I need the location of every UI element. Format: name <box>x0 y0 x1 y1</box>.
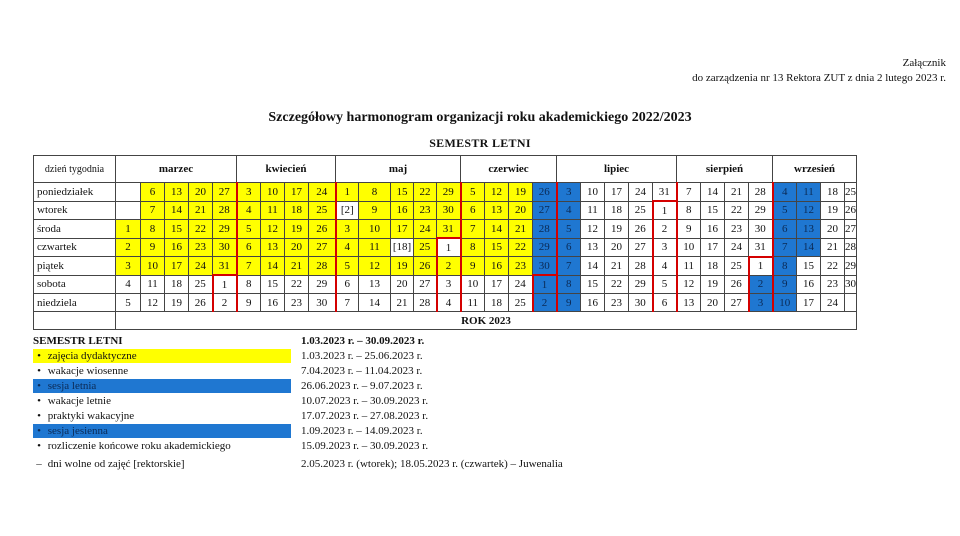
month-header-row <box>34 156 857 183</box>
day-cell: 2 <box>749 275 773 294</box>
day-cell: 7 <box>141 201 165 220</box>
legend-item-label: wakacje wiosenne <box>45 365 129 377</box>
weekday-label: środa <box>34 220 116 239</box>
legend-bullet: – <box>36 458 42 470</box>
weekday-label: wtorek <box>34 201 116 220</box>
month-header-6: wrzesień <box>773 156 857 183</box>
annex-label: Załącznik <box>902 57 946 69</box>
day-cell: 14 <box>797 238 821 257</box>
day-cell: 31 <box>213 257 237 276</box>
legend-heading-date: 1.03.2023 r. – 30.09.2023 r. <box>301 335 425 347</box>
day-cell: 11 <box>141 275 165 294</box>
day-cell: 19 <box>605 220 629 239</box>
day-cell: 9 <box>359 201 391 220</box>
day-cell: 26 <box>189 294 213 312</box>
day-cell: 8 <box>237 275 261 294</box>
month-header-3: czerwiec <box>461 156 557 183</box>
day-cell: 27 <box>533 201 557 220</box>
day-cell: 4 <box>557 201 581 220</box>
month-header-2: maj <box>336 156 461 183</box>
month-header-5: sierpień <box>677 156 773 183</box>
day-cell: 17 <box>605 183 629 202</box>
day-cell: 11 <box>797 183 821 202</box>
day-cell: 18 <box>701 257 725 276</box>
day-cell: 10 <box>461 275 485 294</box>
day-cell: 17 <box>701 238 725 257</box>
day-cell: 13 <box>797 220 821 239</box>
day-cell: 2 <box>116 238 141 257</box>
day-cell: 10 <box>261 183 285 202</box>
day-cell: 20 <box>391 275 414 294</box>
day-cell: 12 <box>141 294 165 312</box>
day-cell: 7 <box>677 183 701 202</box>
day-cell: 30 <box>309 294 336 312</box>
month-header-4: lipiec <box>557 156 677 183</box>
day-cell: 21 <box>725 183 749 202</box>
legend-item-date: 15.09.2023 r. – 30.09.2023 r. <box>301 440 429 452</box>
year-row <box>34 312 857 330</box>
weekday-row <box>34 294 857 312</box>
legend-item <box>33 364 291 378</box>
day-cell: 19 <box>821 201 845 220</box>
legend-bullet: • <box>37 410 41 422</box>
day-cell: 14 <box>485 220 509 239</box>
weekday-row <box>34 238 857 257</box>
legend-item-date: 1.09.2023 r. – 14.09.2023 r. <box>301 425 423 437</box>
day-cell: 4 <box>653 257 677 276</box>
day-cell: 16 <box>485 257 509 276</box>
day-cell: 21 <box>821 238 845 257</box>
day-cell: 31 <box>653 183 677 202</box>
legend-bullet: • <box>37 440 41 452</box>
day-cell: 20 <box>285 238 309 257</box>
weekday-row <box>34 275 857 294</box>
day-cell: 6 <box>237 238 261 257</box>
day-cell: 19 <box>285 220 309 239</box>
day-cell: 2 <box>533 294 557 312</box>
legend-item-date: 2.05.2023 r. (wtorek); 18.05.2023 r. (czwartek) – Juwenalia <box>301 458 563 470</box>
day-cell: 25 <box>725 257 749 276</box>
day-cell: 20 <box>701 294 725 312</box>
day-cell: 19 <box>165 294 189 312</box>
legend-item-label: sesja letnia <box>45 380 97 392</box>
day-cell: 25 <box>509 294 533 312</box>
day-cell: 21 <box>605 257 629 276</box>
day-cell: 13 <box>581 238 605 257</box>
day-cell: 20 <box>605 238 629 257</box>
day-cell: 8 <box>557 275 581 294</box>
day-cell: [2] <box>336 201 359 220</box>
day-cell: 21 <box>189 201 213 220</box>
legend-item <box>33 349 291 363</box>
weekday-label: czwartek <box>34 238 116 257</box>
day-cell: 20 <box>189 183 213 202</box>
weekday-label: piątek <box>34 257 116 276</box>
legend-item <box>33 424 291 438</box>
year-row-spacer <box>34 312 116 330</box>
day-cell: 8 <box>773 257 797 276</box>
day-cell: 17 <box>285 183 309 202</box>
day-cell: 27 <box>629 238 653 257</box>
day-cell: 6 <box>141 183 165 202</box>
day-cell: 11 <box>359 238 391 257</box>
day-cell: 25 <box>629 201 653 220</box>
legend-item-date: 10.07.2023 r. – 30.09.2023 r. <box>301 395 429 407</box>
day-cell: 7 <box>773 238 797 257</box>
legend-item-label: zajęcia dydaktyczne <box>45 350 137 362</box>
day-cell: 9 <box>677 220 701 239</box>
day-cell: 12 <box>797 201 821 220</box>
day-cell <box>845 294 857 312</box>
day-cell: 3 <box>653 238 677 257</box>
day-cell: 30 <box>437 201 461 220</box>
day-cell: 23 <box>189 238 213 257</box>
day-cell: 16 <box>165 238 189 257</box>
day-cell: 26 <box>533 183 557 202</box>
day-cell: 24 <box>309 183 336 202</box>
day-cell: 9 <box>461 257 485 276</box>
legend-item <box>33 379 291 393</box>
day-cell: 29 <box>749 201 773 220</box>
day-cell: 9 <box>557 294 581 312</box>
day-cell: 26 <box>629 220 653 239</box>
day-cell: 1 <box>653 201 677 220</box>
legend-heading: SEMESTR LETNI <box>33 335 123 347</box>
day-cell: 28 <box>629 257 653 276</box>
day-cell: 22 <box>821 257 845 276</box>
day-cell: 21 <box>509 220 533 239</box>
day-cell: 27 <box>845 220 857 239</box>
day-cell: 3 <box>557 183 581 202</box>
day-cell: 25 <box>845 183 857 202</box>
day-cell: 7 <box>336 294 359 312</box>
day-cell: 6 <box>773 220 797 239</box>
day-cell: 29 <box>629 275 653 294</box>
day-cell: 1 <box>116 220 141 239</box>
day-cell: 10 <box>141 257 165 276</box>
day-cell: 23 <box>414 201 437 220</box>
day-cell: 25 <box>309 201 336 220</box>
day-cell: 6 <box>557 238 581 257</box>
day-cell: 19 <box>391 257 414 276</box>
day-cell: 26 <box>725 275 749 294</box>
day-cell: 16 <box>701 220 725 239</box>
day-cell: 16 <box>581 294 605 312</box>
day-cell: 28 <box>309 257 336 276</box>
weekday-label: poniedziałek <box>34 183 116 202</box>
day-cell: 3 <box>116 257 141 276</box>
day-cell: 14 <box>581 257 605 276</box>
day-cell: 24 <box>414 220 437 239</box>
day-cell: 9 <box>141 238 165 257</box>
day-cell: 12 <box>581 220 605 239</box>
day-cell: 22 <box>285 275 309 294</box>
day-cell: 29 <box>533 238 557 257</box>
day-cell: 13 <box>359 275 391 294</box>
day-cell: 14 <box>261 257 285 276</box>
day-cell: 17 <box>391 220 414 239</box>
day-cell: 23 <box>821 275 845 294</box>
weekday-label: sobota <box>34 275 116 294</box>
day-cell: 26 <box>414 257 437 276</box>
day-cell: 5 <box>773 201 797 220</box>
day-cell <box>116 201 141 220</box>
day-cell: 27 <box>309 238 336 257</box>
weekday-row <box>34 220 857 239</box>
weekday-row <box>34 257 857 276</box>
legend-bullet: • <box>37 425 41 437</box>
weekday-corner-header <box>34 156 116 183</box>
day-cell: 1 <box>749 257 773 276</box>
day-cell: 18 <box>285 201 309 220</box>
day-cell: 5 <box>237 220 261 239</box>
day-cell: 13 <box>485 201 509 220</box>
day-cell: 19 <box>509 183 533 202</box>
day-cell: 28 <box>845 238 857 257</box>
day-cell: 22 <box>189 220 213 239</box>
day-cell: 24 <box>725 238 749 257</box>
day-cell: 1 <box>437 238 461 257</box>
day-cell: 15 <box>391 183 414 202</box>
day-cell: 6 <box>461 201 485 220</box>
day-cell: 1 <box>213 275 237 294</box>
day-cell: 28 <box>749 183 773 202</box>
legend-item <box>33 439 291 453</box>
day-cell: 13 <box>677 294 701 312</box>
legend-item <box>33 394 291 408</box>
day-cell: 25 <box>414 238 437 257</box>
day-cell: 30 <box>629 294 653 312</box>
day-cell: 17 <box>165 257 189 276</box>
legend-bullet: • <box>37 365 41 377</box>
day-cell: 9 <box>773 275 797 294</box>
day-cell: 5 <box>116 294 141 312</box>
legend-item-label: wakacje letnie <box>45 395 111 407</box>
day-cell: 14 <box>165 201 189 220</box>
weekday-label: niedziela <box>34 294 116 312</box>
day-cell: 20 <box>509 201 533 220</box>
legend-item-label: praktyki wakacyjne <box>45 410 135 422</box>
day-cell: 22 <box>725 201 749 220</box>
day-cell: 3 <box>237 183 261 202</box>
legend-item-date: 7.04.2023 r. – 11.04.2023 r. <box>301 365 423 377</box>
day-cell: 1 <box>336 183 359 202</box>
day-cell: 7 <box>557 257 581 276</box>
day-cell: 28 <box>533 220 557 239</box>
day-cell: 14 <box>701 183 725 202</box>
day-cell: 16 <box>391 201 414 220</box>
legend-item-date: 17.07.2023 r. – 27.08.2023 r. <box>301 410 429 422</box>
day-cell: 5 <box>653 275 677 294</box>
day-cell: 8 <box>677 201 701 220</box>
day-cell: 13 <box>261 238 285 257</box>
day-cell: 29 <box>309 275 336 294</box>
day-cell: 17 <box>485 275 509 294</box>
day-cell: 3 <box>336 220 359 239</box>
day-cell: 15 <box>701 201 725 220</box>
day-cell: 21 <box>391 294 414 312</box>
weekday-row <box>34 183 857 202</box>
day-cell: 31 <box>749 238 773 257</box>
day-cell: 18 <box>821 183 845 202</box>
day-cell: 24 <box>509 275 533 294</box>
legend-item <box>33 457 291 471</box>
day-cell: 28 <box>213 201 237 220</box>
day-cell: 18 <box>165 275 189 294</box>
day-cell: 23 <box>509 257 533 276</box>
day-cell: 23 <box>605 294 629 312</box>
legend-item <box>33 409 291 423</box>
day-cell: 27 <box>213 183 237 202</box>
day-cell: 11 <box>581 201 605 220</box>
legend-item-date: 26.06.2023 r. – 9.07.2023 r. <box>301 380 423 392</box>
day-cell: 12 <box>261 220 285 239</box>
legend-bullet: • <box>37 380 41 392</box>
day-cell: 24 <box>629 183 653 202</box>
day-cell: 26 <box>309 220 336 239</box>
day-cell: 3 <box>749 294 773 312</box>
day-cell: 30 <box>533 257 557 276</box>
day-cell: 17 <box>797 294 821 312</box>
day-cell: 14 <box>359 294 391 312</box>
day-cell: 30 <box>213 238 237 257</box>
corner-label: dzień tygodnia <box>44 163 105 175</box>
day-cell: 1 <box>533 275 557 294</box>
day-cell: 10 <box>677 238 701 257</box>
day-cell: 2 <box>213 294 237 312</box>
day-cell: 29 <box>437 183 461 202</box>
year-label: ROK 2023 <box>116 312 857 330</box>
day-cell: 2 <box>653 220 677 239</box>
legend-bullet: • <box>37 350 41 362</box>
day-cell: 29 <box>213 220 237 239</box>
day-cell: 10 <box>773 294 797 312</box>
day-cell: 15 <box>261 275 285 294</box>
day-cell: 6 <box>336 275 359 294</box>
day-cell: 4 <box>437 294 461 312</box>
day-cell: 7 <box>461 220 485 239</box>
day-cell: 8 <box>141 220 165 239</box>
day-cell: 3 <box>437 275 461 294</box>
day-cell: 4 <box>773 183 797 202</box>
day-cell: 11 <box>461 294 485 312</box>
day-cell: 15 <box>581 275 605 294</box>
day-cell: 5 <box>557 220 581 239</box>
day-cell: 8 <box>461 238 485 257</box>
day-cell: 9 <box>237 294 261 312</box>
day-cell: 8 <box>359 183 391 202</box>
day-cell: 18 <box>485 294 509 312</box>
day-cell: 12 <box>359 257 391 276</box>
day-cell: 30 <box>845 275 857 294</box>
day-cell: 6 <box>653 294 677 312</box>
day-cell: 16 <box>797 275 821 294</box>
day-cell: 28 <box>414 294 437 312</box>
day-cell: 4 <box>336 238 359 257</box>
weekday-row <box>34 201 857 220</box>
day-cell: 22 <box>414 183 437 202</box>
day-cell: 12 <box>677 275 701 294</box>
day-cell: 2 <box>437 257 461 276</box>
day-cell: 4 <box>116 275 141 294</box>
day-cell: 27 <box>725 294 749 312</box>
legend-item-label: sesja jesienna <box>45 425 108 437</box>
document-title: Szczegółowy harmonogram organizacji roku akademickiego 2022/2023 <box>268 110 692 125</box>
day-cell: [18] <box>391 238 414 257</box>
day-cell: 15 <box>165 220 189 239</box>
day-cell: 20 <box>821 220 845 239</box>
day-cell: 4 <box>237 201 261 220</box>
day-cell: 23 <box>725 220 749 239</box>
day-cell: 10 <box>359 220 391 239</box>
legend-bullet: • <box>37 395 41 407</box>
day-cell: 24 <box>821 294 845 312</box>
day-cell: 12 <box>485 183 509 202</box>
day-cell: 18 <box>605 201 629 220</box>
month-header-1: kwiecień <box>237 156 336 183</box>
day-cell: 25 <box>189 275 213 294</box>
day-cell: 26 <box>845 201 857 220</box>
ordinance-reference: do zarządzenia nr 13 Rektora ZUT z dnia 2 lutego 2023 r. <box>692 72 946 84</box>
day-cell: 10 <box>581 183 605 202</box>
day-cell: 11 <box>261 201 285 220</box>
day-cell <box>116 183 141 202</box>
day-cell: 11 <box>677 257 701 276</box>
day-cell: 16 <box>261 294 285 312</box>
semester-subtitle: SEMESTR LETNI <box>429 136 531 150</box>
day-cell: 13 <box>165 183 189 202</box>
day-cell: 27 <box>414 275 437 294</box>
day-cell: 15 <box>797 257 821 276</box>
legend-item-label: rozliczenie końcowe roku akademickiego <box>45 440 231 452</box>
day-cell: 30 <box>749 220 773 239</box>
day-cell: 5 <box>336 257 359 276</box>
day-cell: 15 <box>485 238 509 257</box>
day-cell: 24 <box>189 257 213 276</box>
day-cell: 21 <box>285 257 309 276</box>
day-cell: 19 <box>701 275 725 294</box>
calendar-table <box>33 155 857 330</box>
legend-item-label: dni wolne od zajęć [rektorskie] <box>45 458 185 470</box>
day-cell: 22 <box>509 238 533 257</box>
day-cell: 29 <box>845 257 857 276</box>
day-cell: 5 <box>461 183 485 202</box>
day-cell: 22 <box>605 275 629 294</box>
month-header-0: marzec <box>116 156 237 183</box>
day-cell: 23 <box>285 294 309 312</box>
day-cell: 7 <box>237 257 261 276</box>
day-cell: 31 <box>437 220 461 239</box>
legend-item-date: 1.03.2023 r. – 25.06.2023 r. <box>301 350 423 362</box>
